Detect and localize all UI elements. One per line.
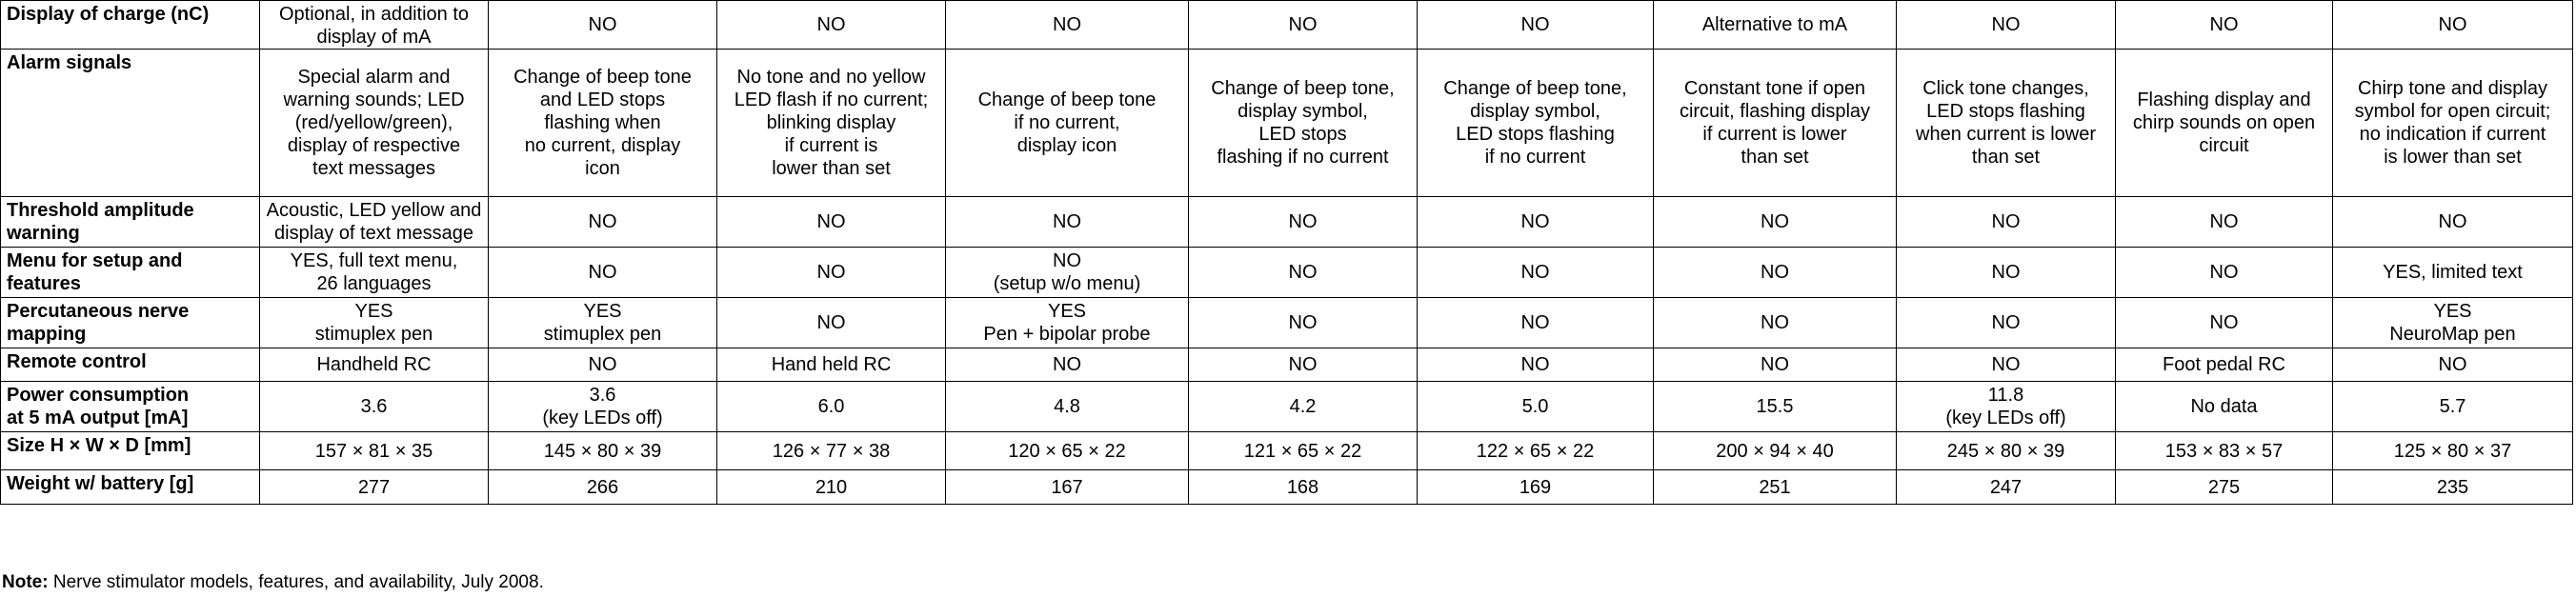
table-cell: 277 [260, 470, 489, 505]
table-cell: 200 × 94 × 40 [1654, 432, 1897, 470]
table-cell: 6.0 [717, 382, 946, 432]
table-cell: 120 × 65 × 22 [946, 432, 1189, 470]
table-cell: NO [1189, 197, 1418, 248]
table-cell: NO [946, 197, 1189, 248]
table-row [1, 432, 2573, 470]
table-row [1, 382, 2573, 432]
table-cell: NO [1897, 348, 2116, 382]
note-text: Nerve stimulator models, features, and availability, July 2008. [48, 572, 544, 592]
table-row [1, 1, 2573, 50]
table-cell: 251 [1654, 470, 1897, 505]
table-cell: 3.6 [260, 382, 489, 432]
table-cell: YES, limited text [2333, 248, 2573, 298]
table-cell: YES stimuplex pen [260, 298, 489, 348]
table-cell: NO [946, 1, 1189, 50]
row-header: Remote control [1, 348, 260, 382]
table-cell: Foot pedal RC [2116, 348, 2333, 382]
table-cell: NO [1189, 348, 1418, 382]
table-cell: 210 [717, 470, 946, 505]
table-cell: 5.7 [2333, 382, 2573, 432]
table-cell: 3.6 (key LEDs off) [489, 382, 717, 432]
table-cell: NO [489, 248, 717, 298]
row-header: Display of charge (nC) [1, 1, 260, 50]
table-cell: 167 [946, 470, 1189, 505]
table-cell: NO [1897, 197, 2116, 248]
table-cell: 4.8 [946, 382, 1189, 432]
row-header: Percutaneous nerve mapping [1, 298, 260, 348]
row-header: Menu for setup and features [1, 248, 260, 298]
table-cell: NO [2333, 1, 2573, 50]
table-row [1, 348, 2573, 382]
table-cell: 235 [2333, 470, 2573, 505]
table-cell: 121 × 65 × 22 [1189, 432, 1418, 470]
table-cell: NO [2333, 197, 2573, 248]
table-cell: NO [1418, 1, 1654, 50]
row-header: Power consumption at 5 mA output [mA] [1, 382, 260, 432]
table-cell: Handheld RC [260, 348, 489, 382]
table-cell: YES Pen + bipolar probe [946, 298, 1189, 348]
table-cell: NO [489, 348, 717, 382]
table-cell: NO [1897, 248, 2116, 298]
table-cell: NO [2333, 348, 2573, 382]
table-cell: Acoustic, LED yellow and display of text message [260, 197, 489, 248]
table-cell: 5.0 [1418, 382, 1654, 432]
table-cell: Hand held RC [717, 348, 946, 382]
table-row [1, 248, 2573, 298]
table-cell: YES, full text menu, 26 languages [260, 248, 489, 298]
table-row [1, 298, 2573, 348]
table-cell: Special alarm and warning sounds; LED (red/yellow/green), display of respective text messages [260, 50, 489, 197]
table-cell: 247 [1897, 470, 2116, 505]
table-cell: 145 × 80 × 39 [489, 432, 717, 470]
table-cell: NO [946, 348, 1189, 382]
table-cell: NO [1418, 197, 1654, 248]
table-cell: NO [717, 298, 946, 348]
table-cell: Constant tone if open circuit, flashing display if current is lower than set [1654, 50, 1897, 197]
table-cell: NO [717, 248, 946, 298]
table-cell: 125 × 80 × 37 [2333, 432, 2573, 470]
table-cell: NO [489, 1, 717, 50]
table-cell: NO [1654, 248, 1897, 298]
table-cell: NO [1897, 298, 2116, 348]
table-body [1, 1, 2573, 505]
table-cell: No tone and no yellow LED flash if no current; blinking display if current is lower than set [717, 50, 946, 197]
table-cell: NO [2116, 248, 2333, 298]
row-header: Alarm signals [1, 50, 260, 197]
table-row [1, 470, 2573, 505]
table-cell: 11.8 (key LEDs off) [1897, 382, 2116, 432]
table-cell: YES stimuplex pen [489, 298, 717, 348]
table-cell: Chirp tone and display symbol for open circuit; no indication if current is lower than set [2333, 50, 2573, 197]
table-cell: No data [2116, 382, 2333, 432]
table-cell: NO (setup w/o menu) [946, 248, 1189, 298]
table-cell: 275 [2116, 470, 2333, 505]
table-note [2, 571, 544, 594]
table-cell: 157 × 81 × 35 [260, 432, 489, 470]
table-cell: 266 [489, 470, 717, 505]
table-cell: NO [1189, 1, 1418, 50]
table-cell: NO [489, 197, 717, 248]
table-row [1, 197, 2573, 248]
table-cell: NO [2116, 298, 2333, 348]
table-cell: NO [1654, 298, 1897, 348]
table-cell: NO [1189, 298, 1418, 348]
row-header: Size H × W × D [mm] [1, 432, 260, 470]
table-cell: NO [2116, 197, 2333, 248]
table-cell: Change of beep tone, display symbol, LED stops flashing if no current [1189, 50, 1418, 197]
table-cell: 153 × 83 × 57 [2116, 432, 2333, 470]
table-cell: NO [1418, 348, 1654, 382]
note-prefix: Note: [2, 572, 49, 592]
table-cell: Click tone changes, LED stops flashing when current is lower than set [1897, 50, 2116, 197]
table-cell: NO [1418, 248, 1654, 298]
row-header: Threshold amplitude warning [1, 197, 260, 248]
table-cell: Alternative to mA [1654, 1, 1897, 50]
table-cell: NO [717, 197, 946, 248]
table-cell: Change of beep tone and LED stops flashing when no current, display icon [489, 50, 717, 197]
table-cell: Change of beep tone, display symbol, LED stops flashing if no current [1418, 50, 1654, 197]
table-cell: Optional, in addition to display of mA [260, 1, 489, 50]
table-cell: NO [1897, 1, 2116, 50]
row-header: Weight w/ battery [g] [1, 470, 260, 505]
table-cell: NO [717, 1, 946, 50]
table-cell: NO [2116, 1, 2333, 50]
table-cell: Change of beep tone if no current, display icon [946, 50, 1189, 197]
table-cell: 15.5 [1654, 382, 1897, 432]
table-cell: 126 × 77 × 38 [717, 432, 946, 470]
table-cell: YES NeuroMap pen [2333, 298, 2573, 348]
table-cell: NO [1654, 348, 1897, 382]
table-cell: 168 [1189, 470, 1418, 505]
table-cell: 245 × 80 × 39 [1897, 432, 2116, 470]
table-cell: 4.2 [1189, 382, 1418, 432]
table-cell: NO [1654, 197, 1897, 248]
table-cell: Flashing display and chirp sounds on open circuit [2116, 50, 2333, 197]
table-cell: 169 [1418, 470, 1654, 505]
table-cell: NO [1418, 298, 1654, 348]
table-row [1, 50, 2573, 197]
table-cell: 122 × 65 × 22 [1418, 432, 1654, 470]
table-cell: NO [1189, 248, 1418, 298]
